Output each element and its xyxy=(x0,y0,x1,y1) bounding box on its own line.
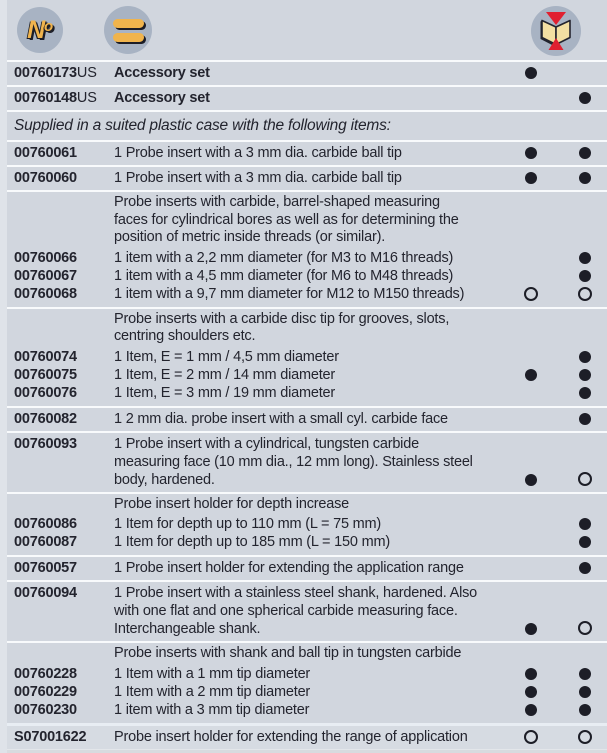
table-row xyxy=(0,249,607,267)
part-number: 00760148 xyxy=(14,90,77,106)
part-number: 00760173 xyxy=(14,65,77,81)
table-row xyxy=(0,683,607,701)
description-cell: 1 Item for depth up to 185 mm (L = 150 mm) xyxy=(114,534,390,550)
availability-col1-cell xyxy=(500,170,562,186)
availability-col2-cell xyxy=(562,533,607,551)
row-group xyxy=(0,190,607,307)
description-line: Interchangeable shank. xyxy=(114,621,261,637)
part-number: 00760228 xyxy=(14,665,77,682)
part-number: 00760087 xyxy=(14,534,77,550)
part-number: 00760229 xyxy=(14,683,77,700)
availability-col1-cell xyxy=(500,533,562,551)
filled-dot-indicator xyxy=(579,518,591,530)
availability-col2-cell xyxy=(562,701,607,719)
description-cell: 1 Probe insert with a 3 mm dia. carbide ball tip xyxy=(114,145,402,161)
table-row xyxy=(0,285,607,303)
group-intro-row xyxy=(0,194,607,212)
group-intro-line: position of metric inside threads (or similar). xyxy=(114,229,386,245)
part-number-cell xyxy=(14,729,114,745)
open-circle-indicator xyxy=(578,621,592,635)
description-cell: 1 2 mm dia. probe insert with a small cyl. carbide face xyxy=(114,410,448,427)
part-number: 00760093 xyxy=(14,435,77,452)
part-number: 00760061 xyxy=(14,145,77,161)
description-cell xyxy=(114,435,500,489)
table-row xyxy=(0,384,607,402)
description-cell: 1 item with a 9,7 mm diameter for M12 to M150 threads) xyxy=(114,285,465,302)
filled-dot-indicator xyxy=(579,562,591,574)
table-row xyxy=(0,140,607,165)
part-number-cell xyxy=(14,194,114,212)
part-number: 00760067 xyxy=(14,267,77,284)
part-number-cell xyxy=(14,65,114,81)
filled-dot-indicator xyxy=(579,92,591,104)
filled-dot-indicator xyxy=(579,668,591,680)
no-glyph: $N^o$ xyxy=(27,15,53,44)
group-intro-row xyxy=(0,311,607,329)
description-line: body, hardened. xyxy=(114,471,215,488)
description-cell: Accessory set xyxy=(114,90,210,106)
group-intro-line: faces for cylindrical bores as well as for determining the xyxy=(114,211,459,228)
availability-col2-cell xyxy=(562,515,607,533)
description-cell: 1 Item with a 1 mm tip diameter xyxy=(114,665,311,682)
page-left-margin xyxy=(0,0,7,753)
filled-dot-indicator xyxy=(579,147,591,159)
group-intro-line: centring shoulders etc. xyxy=(114,328,256,344)
availability-col1-cell xyxy=(500,411,562,427)
availability-col1-cell xyxy=(500,249,562,267)
part-number-cell xyxy=(14,701,114,719)
description-cell: 1 Item for depth up to 110 mm (L = 75 mm) xyxy=(114,516,382,532)
availability-col2-cell xyxy=(562,411,607,427)
description-cell: Accessory set xyxy=(114,65,210,81)
group-intro xyxy=(0,194,607,247)
table-row xyxy=(0,85,607,110)
availability-col2-cell xyxy=(562,145,607,161)
filled-dot-indicator xyxy=(579,704,591,716)
part-number: 00760066 xyxy=(14,249,77,266)
group-intro-line: Probe inserts with carbide, barrel-shaped measuring xyxy=(114,194,440,210)
filled-dot-indicator xyxy=(579,387,591,399)
part-number-suffix: US xyxy=(76,65,97,81)
description-cell: 1 item with a 3 mm tip diameter xyxy=(114,701,310,718)
row-group xyxy=(0,307,607,406)
filled-dot-indicator xyxy=(525,474,537,486)
part-number-cell xyxy=(14,411,114,427)
table-row xyxy=(0,366,607,384)
part-number-cell xyxy=(14,584,114,602)
part-number: 00760068 xyxy=(14,285,77,302)
filled-dot-indicator xyxy=(525,369,537,381)
description-cell: 1 Item with a 2 mm tip diameter xyxy=(114,683,311,700)
open-circle-indicator xyxy=(524,730,538,744)
open-circle-indicator xyxy=(578,287,592,301)
description-line: 1 Probe insert with a stainless steel shank, hardened. Also xyxy=(114,585,477,601)
part-number-cell xyxy=(14,665,114,683)
availability-col1-cell xyxy=(500,90,562,106)
group-intro-line: Probe inserts with shank and ball tip in tungsten carbide xyxy=(114,645,462,661)
availability-col1-cell xyxy=(500,65,562,81)
availability-col2-cell xyxy=(562,472,607,489)
availability-col2-cell xyxy=(562,621,607,638)
filled-dot-indicator xyxy=(525,686,537,698)
table-body xyxy=(0,60,607,749)
part-number: S07001622 xyxy=(14,728,87,745)
availability-col1-cell xyxy=(500,384,562,402)
description-line: 1 Probe insert with a cylindrical, tungsten carbide xyxy=(114,435,419,452)
availability-col1-cell xyxy=(500,267,562,285)
table-row xyxy=(0,60,607,85)
part-number-cell xyxy=(14,145,114,161)
availability-col2-cell xyxy=(562,249,607,267)
open-circle-indicator xyxy=(524,287,538,301)
book-with-arrows-graphic xyxy=(531,6,581,56)
availability-col2-cell xyxy=(562,170,607,186)
table-header-row xyxy=(0,0,607,60)
table-row xyxy=(0,665,607,683)
availability-col1-cell xyxy=(500,560,562,576)
availability-col1-cell xyxy=(500,145,562,161)
description-cell: 1 Probe insert holder for extending the application range xyxy=(114,560,464,576)
group-intro-line: Probe insert holder for depth increase xyxy=(114,495,350,512)
part-number-cell xyxy=(14,267,114,285)
part-number-cell xyxy=(14,683,114,701)
description-cell xyxy=(114,584,500,638)
part-number: 00760075 xyxy=(14,366,77,383)
group-intro-row xyxy=(0,496,607,514)
table-row xyxy=(0,348,607,366)
group-intro-row xyxy=(0,212,607,230)
availability-col1-cell xyxy=(500,515,562,533)
availability-col2-cell xyxy=(562,384,607,402)
availability-col1-cell xyxy=(500,348,562,366)
open-book-measuring-icon xyxy=(531,6,581,56)
availability-col2-cell xyxy=(562,90,607,106)
availability-col1-cell xyxy=(500,665,562,683)
part-number-cell xyxy=(14,435,114,453)
part-number: 00760094 xyxy=(14,585,77,601)
availability-col1-cell xyxy=(500,701,562,719)
part-number-cell xyxy=(14,533,114,551)
availability-col2-cell xyxy=(562,683,607,701)
part-number-cell xyxy=(14,496,114,514)
filled-dot-indicator xyxy=(579,351,591,363)
table-row xyxy=(0,165,607,190)
filled-dot-indicator xyxy=(579,369,591,381)
filled-dot-indicator xyxy=(525,67,537,79)
group-intro-row xyxy=(0,645,607,663)
note-text: Supplied in a suited plastic case with the following items: xyxy=(14,117,391,134)
group-intro xyxy=(0,645,607,663)
double-bar-icon xyxy=(113,14,144,47)
filled-dot-indicator xyxy=(525,623,537,635)
part-number: 00760230 xyxy=(14,701,77,718)
table-row xyxy=(0,701,607,719)
note-row xyxy=(0,110,607,140)
part-number-cell xyxy=(14,645,114,663)
part-number-cell xyxy=(14,311,114,329)
row-group xyxy=(0,641,607,723)
filled-dot-indicator xyxy=(579,536,591,548)
availability-col2-cell xyxy=(562,665,607,683)
group-intro-row xyxy=(0,229,607,247)
filled-dot-indicator xyxy=(579,252,591,264)
part-number: 00760060 xyxy=(14,170,77,186)
description-bars-icon xyxy=(104,6,152,54)
description-cell: 1 item with a 2,2 mm diameter (for M3 to M16 threads) xyxy=(114,249,454,266)
part-number: 00760086 xyxy=(14,516,77,532)
part-number-suffix: US xyxy=(76,90,97,106)
description-cell: Probe insert holder for extending the range of application xyxy=(114,728,468,745)
filled-dot-indicator xyxy=(579,270,591,282)
filled-dot-indicator xyxy=(579,413,591,425)
availability-col2-cell xyxy=(562,348,607,366)
description-cell: 1 Item, E = 3 mm / 19 mm diameter xyxy=(114,384,336,401)
availability-col1-cell xyxy=(500,285,562,303)
description-cell: 1 Item, E = 2 mm / 14 mm diameter xyxy=(114,366,336,383)
part-number-cell xyxy=(14,229,114,247)
availability-col2-cell xyxy=(562,285,607,303)
open-circle-indicator xyxy=(578,730,592,744)
filled-dot-indicator xyxy=(579,172,591,184)
part-number-cell xyxy=(14,366,114,384)
availability-col1-cell xyxy=(500,623,562,638)
filled-dot-indicator xyxy=(579,686,591,698)
filled-dot-indicator xyxy=(525,704,537,716)
table-row xyxy=(0,533,607,551)
row-group xyxy=(0,492,607,556)
table-row-multiline xyxy=(0,431,607,492)
open-circle-indicator xyxy=(578,472,592,486)
group-intro-line: Probe inserts with a carbide disc tip for grooves, slots, xyxy=(114,310,450,327)
availability-col2-cell xyxy=(562,729,607,745)
order-number-icon xyxy=(17,7,63,53)
description-cell: 1 Item, E = 1 mm / 4,5 mm diameter xyxy=(114,348,339,365)
table-row xyxy=(0,723,607,749)
part-number-cell xyxy=(14,285,114,303)
availability-col1-cell xyxy=(500,729,562,745)
availability-col1-cell xyxy=(500,683,562,701)
part-number: 00760074 xyxy=(14,348,77,365)
table-row-multiline xyxy=(0,580,607,641)
part-number-cell xyxy=(14,328,114,346)
part-number: 00760076 xyxy=(14,384,77,401)
page-bottom-margin xyxy=(0,749,607,753)
part-number-cell xyxy=(14,90,114,106)
part-number-cell xyxy=(14,384,114,402)
description-line: measuring face (10 mm dia., 12 mm long). Stainless steel xyxy=(114,453,473,470)
description-cell: 1 item with a 4,5 mm diameter (for M6 to M48 threads) xyxy=(114,267,454,284)
part-number-cell xyxy=(14,170,114,186)
part-number-cell xyxy=(14,212,114,230)
availability-col2-cell xyxy=(562,267,607,285)
availability-col2-cell xyxy=(562,366,607,384)
table-row xyxy=(0,267,607,285)
group-intro xyxy=(0,496,607,514)
filled-dot-indicator xyxy=(525,147,537,159)
part-number-cell xyxy=(14,515,114,533)
availability-col1-cell xyxy=(500,366,562,384)
table-row xyxy=(0,515,607,533)
part-number-cell xyxy=(14,560,114,576)
group-intro-row xyxy=(0,328,607,346)
table-row xyxy=(0,555,607,580)
filled-dot-indicator xyxy=(525,172,537,184)
group-intro xyxy=(0,311,607,346)
availability-col2-cell xyxy=(562,560,607,576)
description-cell: 1 Probe insert with a 3 mm dia. carbide ball tip xyxy=(114,170,402,186)
availability-col2-cell xyxy=(562,65,607,81)
part-number: 00760057 xyxy=(14,560,77,576)
availability-col1-cell xyxy=(500,474,562,489)
table-row xyxy=(0,406,607,431)
description-line: with one flat and one spherical carbide measuring face. xyxy=(114,603,458,619)
filled-dot-indicator xyxy=(525,668,537,680)
part-number-cell xyxy=(14,249,114,267)
part-number-cell xyxy=(14,348,114,366)
part-number: 00760082 xyxy=(14,410,77,427)
